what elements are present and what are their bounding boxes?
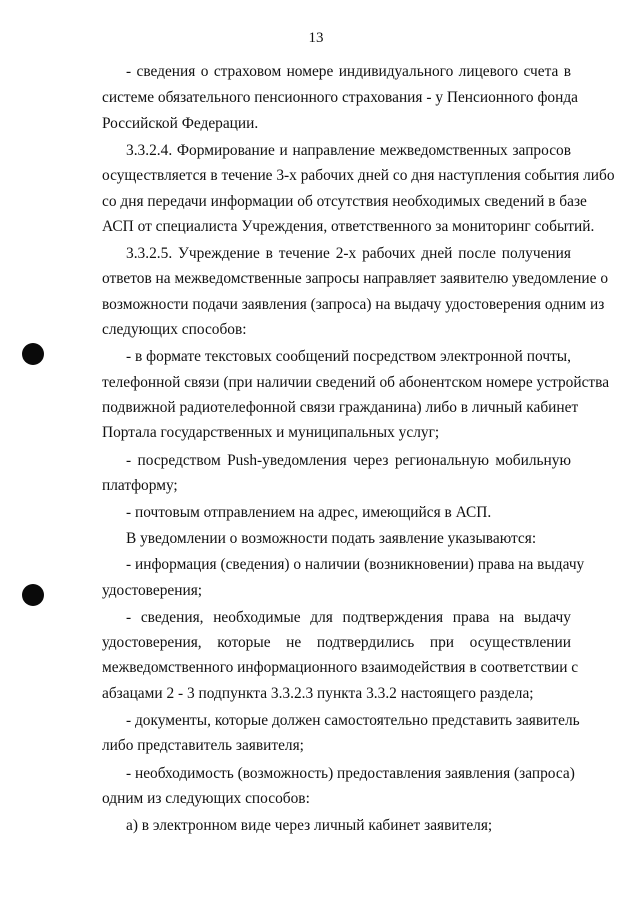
clause-3-3-2-5-line-2: ответов на межведомственные запросы направляет заявителю уведомление о xyxy=(102,270,609,287)
notice-right-info-line-1: - информация (сведения) о наличии (возникновении) права на выдачу xyxy=(126,556,585,573)
notice-unconfirmed-line-4: абзацами 2 - 3 подпункта 3.3.2.3 пункта 3.3.2 настоящего раздела; xyxy=(102,685,534,702)
method-text-messages-line-2: телефонной связи (при наличии сведений об абонентском номере устройства xyxy=(102,374,610,391)
clause-3-3-2-4-line-3: со дня передачи информации об отсутствия необходимых сведений в базе xyxy=(102,193,587,210)
notice-submission-methods-line-2: одним из следующих способов: xyxy=(102,790,310,807)
clause-3-3-2-5-line-3: возможности подачи заявления (запроса) на выдачу удостоверения одним из xyxy=(102,296,605,313)
notice-documents-line-2: либо представитель заявителя; xyxy=(102,737,304,754)
notice-documents-line-1: - документы, которые должен самостоятельно представить заявитель xyxy=(126,712,580,729)
method-text-messages-line-4: Портала государственных и муниципальных услуг; xyxy=(102,424,440,441)
clause-3-3-2-5-line-4: следующих способов: xyxy=(102,321,247,338)
clause-3-3-2-4-line-4: АСП от специалиста Учреждения, ответственного за мониторинг событий. xyxy=(102,218,595,235)
notice-submission-methods-line-1: - необходимость (возможность) предоставления заявления (запроса) xyxy=(126,765,575,782)
method-push-line-1: - посредством Push-уведомления через региональную мобильную xyxy=(126,452,571,469)
method-text-messages-line-3: подвижной радиотелефонной связи гражданина) либо в личный кабинет xyxy=(102,399,579,416)
method-text-messages-line-1: - в формате текстовых сообщений посредством электронной почты, xyxy=(126,348,571,365)
notice-right-info-line-2: удостоверения; xyxy=(102,582,203,599)
pfr-info-line-1: - сведения о страховом номере индивидуального лицевого счета в xyxy=(126,63,571,80)
notice-unconfirmed-line-1: - сведения, необходимые для подтверждения права на выдачу xyxy=(126,609,571,626)
page-number: 13 xyxy=(308,30,324,46)
notice-intro-line-1: В уведомлении о возможности подать заявление указываются: xyxy=(126,530,537,547)
punch-hole-top xyxy=(22,343,44,365)
pfr-info-line-2: системе обязательного пенсионного страхования - у Пенсионного фонда xyxy=(102,89,579,106)
method-push-line-2: платформу; xyxy=(102,477,178,494)
clause-3-3-2-5-line-1: 3.3.2.5. Учреждение в течение 2-х рабочих дней после получения xyxy=(126,245,571,262)
clause-3-3-2-4-line-2: осуществляется в течение 3-х рабочих дней со дня наступления события либо xyxy=(102,167,615,184)
notice-unconfirmed-line-2: удостоверения, которые не подтвердились при осуществлении xyxy=(102,634,571,651)
submission-electronic-line-1: а) в электронном виде через личный кабинет заявителя; xyxy=(126,817,493,834)
pfr-info-line-3: Российской Федерации. xyxy=(102,115,259,132)
clause-3-3-2-4-line-1: 3.3.2.4. Формирование и направление межведомственных запросов xyxy=(126,142,571,159)
method-post-line-1: - почтовым отправлением на адрес, имеющийся в АСП. xyxy=(126,504,492,521)
notice-unconfirmed-line-3: межведомственного информационного взаимодействия в соответствии с xyxy=(102,659,579,676)
punch-hole-bottom xyxy=(22,584,44,606)
